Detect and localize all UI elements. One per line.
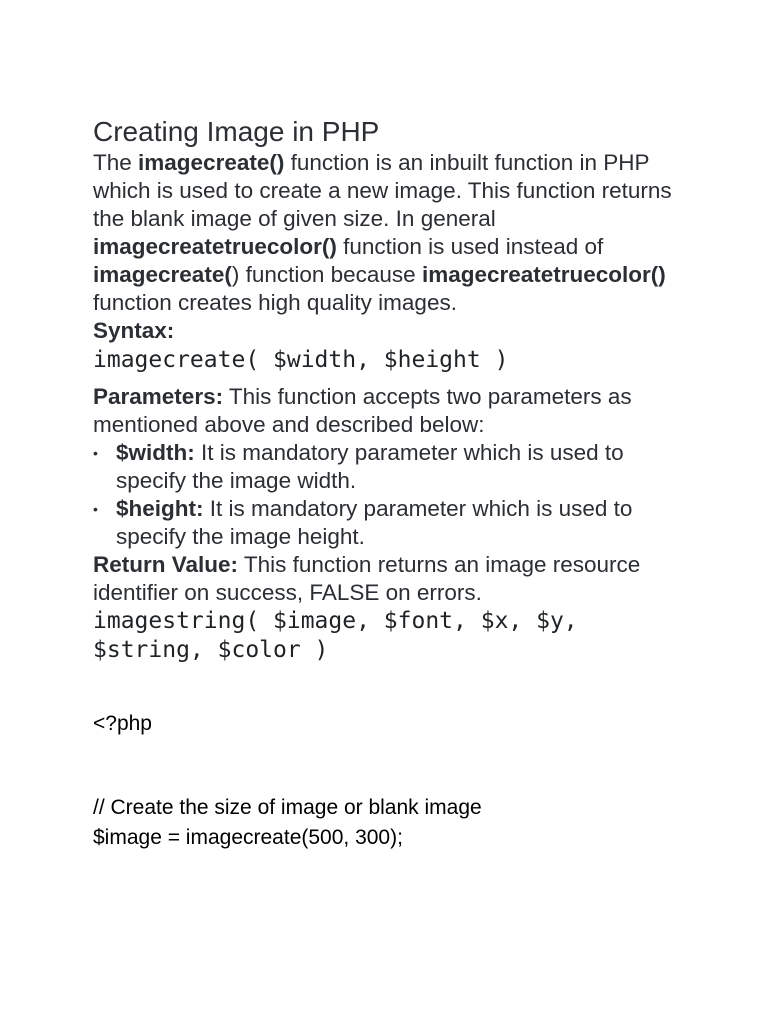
return-value-label: Return Value: (93, 552, 239, 577)
intro-text-3: function is used instead of (336, 234, 604, 259)
intro-bold-imagecreate: imagecreate() (138, 150, 285, 175)
parameters-list (93, 439, 693, 551)
param-desc: It is mandatory parameter which is used to specify the image width. (116, 440, 624, 493)
intro-text-2: function is an inbuilt function in PHP which is used to create a new image. This function returns the blank image of given size. In general (93, 150, 672, 231)
parameters-text: This function accepts two parameters as mentioned above and described below: (93, 384, 632, 437)
parameters-label: Parameters: (93, 384, 224, 409)
list-item (93, 439, 693, 495)
intro-text-1: The (93, 150, 139, 175)
intro-bold-imagecreate-2: imagecreate( (93, 262, 232, 287)
code-comment: // Create the size of image or blank image (93, 796, 482, 819)
intro-bold-truecolor-2: imagecreatetruecolor() (421, 262, 666, 287)
bullet-icon: • (93, 501, 98, 517)
parameters-paragraph (93, 383, 693, 439)
intro-paragraph (93, 149, 693, 317)
code-assignment: $image = imagecreate(500, 300); (93, 826, 403, 849)
page-title: Creating Image in PHP (93, 116, 380, 147)
syntax-label: Syntax: (93, 318, 175, 343)
return-value-paragraph (93, 551, 693, 607)
syntax-code: imagecreate( $width, $height ) (93, 347, 509, 373)
param-name: $height: (116, 496, 204, 521)
php-open-tag: <?php (93, 712, 152, 735)
document-body (93, 115, 693, 851)
imagestring-code: imagestring( $image, $font, $x, $y, $string, $color ) (93, 608, 592, 663)
param-name: $width: (116, 440, 195, 465)
list-item (93, 495, 693, 551)
intro-bold-truecolor-1: imagecreatetruecolor() (93, 234, 337, 259)
bullet-icon: • (93, 445, 98, 461)
intro-text-4: ) function because (231, 262, 422, 287)
return-value-text: This function returns an image resource identifier on success, FALSE on errors. (93, 552, 641, 605)
intro-text-5: function creates high quality images. (93, 290, 457, 315)
param-desc: It is mandatory parameter which is used to specify the image height. (116, 496, 633, 549)
